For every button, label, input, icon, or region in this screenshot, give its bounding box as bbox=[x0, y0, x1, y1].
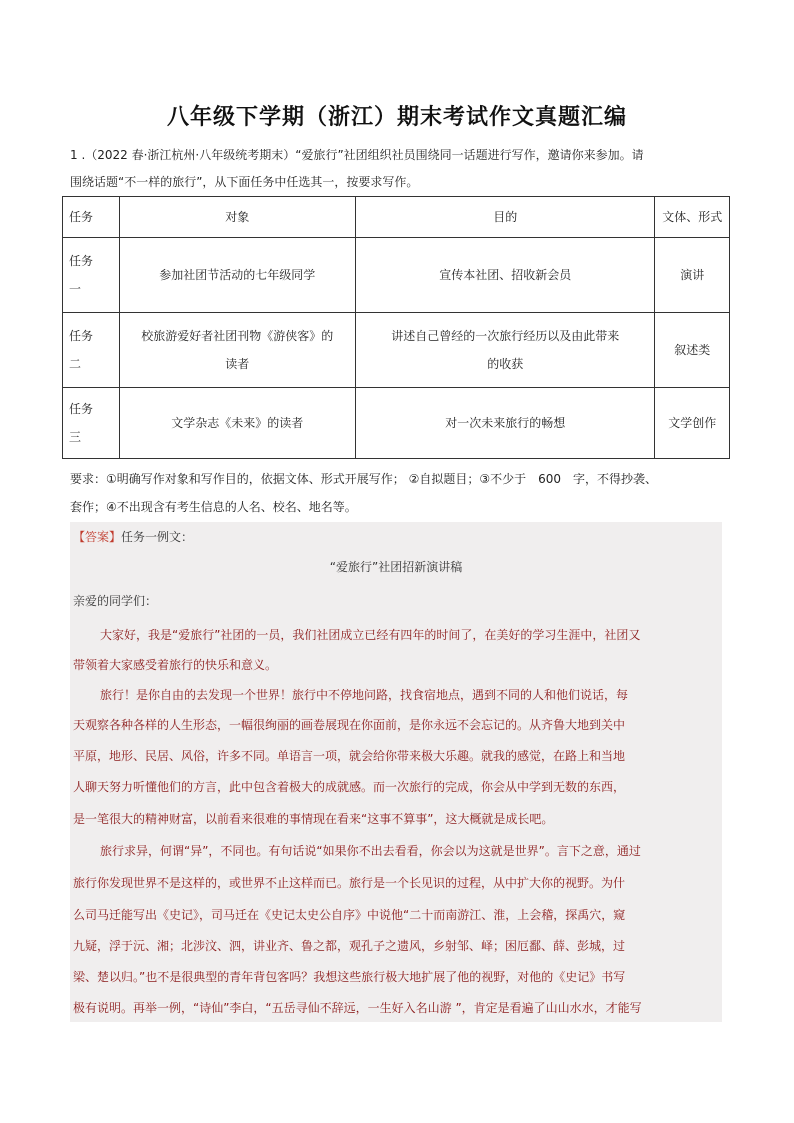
object-text: 文学杂志《未来》的读者 bbox=[171, 416, 304, 430]
requirements-text: 字，不得抄袭、 bbox=[573, 472, 658, 486]
answer-line: 极有说明。再举一例，“诗仙”李白，“五岳寻仙不辞远，一生好入名山游 ”，肯定是看遍了山山水水，才能写 bbox=[73, 1001, 642, 1015]
table-header-row bbox=[63, 197, 730, 238]
question-prompt bbox=[70, 142, 730, 196]
question-line: 1 .（2022 春·浙江杭州·八年级统考期末）“爱旅行”社团组织社员围绕同一话题进行写作，邀请你来参加。请 bbox=[70, 148, 644, 162]
answer-line: 带领着大家感受着旅行的快乐和意义。 bbox=[73, 658, 278, 672]
form-cell: 演讲 bbox=[655, 238, 730, 313]
answer-line: 人聊天努力听懂他们的方言，此中包含着极大的成就感。而一次旅行的完成，你会从中学到无数的东西， bbox=[73, 780, 626, 794]
question-line: 围绕话题“不一样的旅行”，从下面任务中任选其一，按要求写作。 bbox=[70, 175, 419, 189]
answer-line: 梁、楚以归。”也不是很典型的青年背包客吗？我想这些旅行极大地扩展了他的视野，对他的《史记》书写 bbox=[73, 970, 626, 984]
requirements-text: 要求：①明确写作对象和写作目的，依据文体、形式开展写作； ②自拟题目；③不少于 bbox=[70, 472, 527, 486]
object-cell bbox=[119, 238, 355, 313]
answer-tag: 【答案】 bbox=[73, 530, 122, 544]
header-form: 文体、形式 bbox=[655, 197, 730, 238]
min-word-count: 600 bbox=[538, 472, 561, 486]
requirements bbox=[70, 465, 730, 521]
salutation: 亲爱的同学们： bbox=[73, 594, 158, 608]
task-number: 三 bbox=[69, 430, 82, 444]
goal-text: 的收获 bbox=[487, 357, 524, 371]
requirements-line: 套作；④不出现含有考生信息的人名、校名、地名等。 bbox=[70, 500, 357, 514]
answer-line: 平原，地形、民居、风俗，许多不同。单语言一项，就会给你带来极大乐趣。就我的感觉，在路上和当地 bbox=[73, 749, 626, 763]
goal-text: 讲述自己曾经的一次旅行经历以及由此带来 bbox=[391, 329, 620, 343]
goal-cell bbox=[355, 238, 655, 313]
goal-text: 宣传本社团、招收新会员 bbox=[439, 268, 572, 282]
answer-line: 旅行你发现世界不是这样的，或世界不止这样而已。旅行是一个长见识的过程，从中扩大你的视野。为什 bbox=[73, 876, 626, 890]
answer-line: 大家好，我是“爱旅行”社团的一员，我们社团成立已经有四年的时间了，在美好的学习生涯中，社团又 bbox=[100, 628, 641, 642]
answer-line: 旅行求异，何谓“异”，不同也。有句话说“如果你不出去看看，你会以为这就是世界”。言下之意，通过 bbox=[100, 844, 641, 858]
task-table bbox=[62, 196, 730, 459]
task-number: 一 bbox=[69, 282, 82, 296]
task-cell bbox=[63, 388, 120, 459]
task-cell bbox=[63, 313, 120, 388]
task-cell bbox=[63, 238, 120, 313]
form-cell: 文学创作 bbox=[655, 388, 730, 459]
table-row bbox=[63, 313, 730, 388]
answer-line: 么司马迁能写出《史记》，司马迁在《史记太史公自序》中说他“二十而南游江、淮，上会稽，探禹穴，窥 bbox=[73, 908, 626, 922]
object-cell bbox=[119, 313, 355, 388]
answer-line: 旅行！是你自由的去发现一个世界！旅行中不停地问路，找食宿地点，遇到不同的人和他们说话，每 bbox=[100, 688, 629, 702]
page-title: 八年级下学期（浙江）期末考试作文真题汇编 bbox=[166, 105, 627, 130]
task-number: 二 bbox=[69, 357, 82, 371]
object-cell bbox=[119, 388, 355, 459]
header-task: 任务 bbox=[63, 197, 120, 238]
goal-text: 对一次未来旅行的畅想 bbox=[445, 416, 566, 430]
object-text: 参加社团节活动的七年级同学 bbox=[159, 268, 316, 282]
speech-title: “爱旅行”社团招新演讲稿 bbox=[329, 560, 463, 574]
goal-cell bbox=[355, 313, 655, 388]
answer-line: 九疑，浮于沅、湘；北涉汶、泗，讲业齐、鲁之都，观孔子之遗风，乡射邹、峄；困厄鄱、薛、彭城，过 bbox=[73, 939, 626, 953]
form-cell: 叙述类 bbox=[655, 313, 730, 388]
header-object: 对象 bbox=[119, 197, 355, 238]
object-text: 读者 bbox=[225, 357, 250, 371]
answer-line: 天观察各种各样的人生形态，一幅很绚丽的画卷展现在你面前，是你永远不会忘记的。从齐鲁大地到关中 bbox=[73, 718, 626, 732]
header-goal: 目的 bbox=[355, 197, 655, 238]
table-row bbox=[63, 238, 730, 313]
answer-label bbox=[73, 528, 193, 545]
goal-cell bbox=[355, 388, 655, 459]
task-label: 任务 bbox=[69, 402, 94, 416]
object-text: 校旅游爱好者社团刊物《游侠客》的 bbox=[141, 329, 334, 343]
answer-line: 是一笔很大的精神财富，以前看来很难的事情现在看来“这事不算事”，这大概就是成长吧。 bbox=[73, 812, 554, 826]
task-label: 任务 bbox=[69, 329, 94, 343]
table-row bbox=[63, 388, 730, 459]
requirements-line bbox=[70, 465, 730, 493]
task-label: 任务 bbox=[69, 254, 94, 268]
answer-intro: 任务一例文： bbox=[121, 530, 194, 544]
